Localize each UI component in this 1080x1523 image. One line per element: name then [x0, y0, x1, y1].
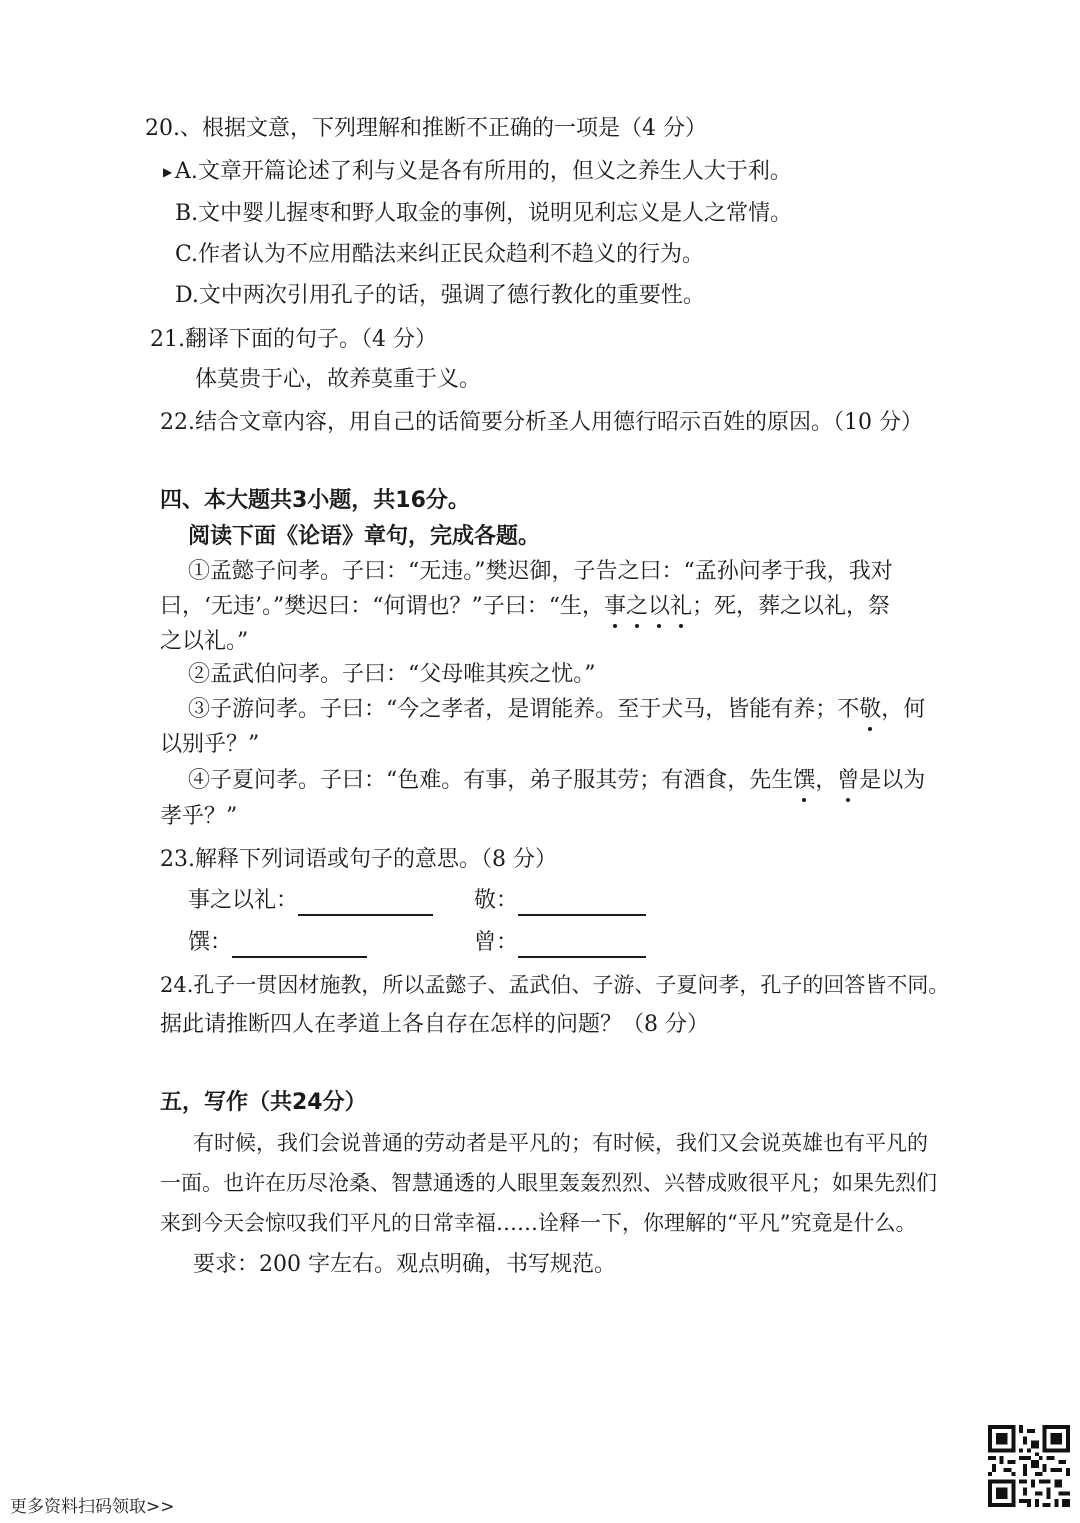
- analects-passage-3-line2: 以别乎？”: [160, 732, 260, 757]
- answer-blank[interactable]: [518, 932, 646, 958]
- q23-item-label: 敬：: [474, 888, 519, 913]
- q23-item-label: 曾：: [474, 930, 519, 955]
- analects-passage-1-line3: 之以礼。”: [160, 629, 249, 654]
- passage-3-text-b: ，何: [881, 697, 926, 722]
- essay-requirement: 要求：200 字左右。观点明确，书写规范。: [193, 1252, 616, 1277]
- essay-prompt-line2: 一面。也许在历尽沧桑、智慧通透的人眼里轰轰烈烈、兴替成败很平凡；如果先烈们: [160, 1171, 937, 1195]
- dotted-char: 曾: [837, 766, 859, 796]
- passage-1-text-b: ；死，葬之以礼，祭: [692, 594, 891, 619]
- dotted-char: 馔: [793, 766, 815, 796]
- q23-item-2: [474, 886, 646, 916]
- section4-instruction: 阅读下面《论语》章句，完成各题。: [188, 524, 541, 549]
- dotted-char: 以: [648, 592, 670, 622]
- qr-code-icon[interactable]: [988, 1425, 1070, 1507]
- dotted-char: 敬: [859, 695, 881, 725]
- q23-item-4: [474, 928, 646, 958]
- section5-heading: 五，写作（共24分）: [160, 1090, 367, 1115]
- analects-passage-4-line2: 孝乎？”: [160, 804, 238, 829]
- dotted-char: 之: [626, 592, 648, 622]
- q20-option-d: D.文中两次引用孔子的话，强调了德行教化的重要性。: [175, 283, 705, 308]
- q21-stem: 21.翻译下面的句子。（4 分）: [150, 327, 437, 352]
- margin-mark-icon: ▶: [163, 165, 173, 179]
- dotted-char: 礼: [670, 592, 692, 622]
- passage-4-text-a: ④子夏问孝。子曰：“色难。有事，弟子服其劳；有酒食，先生: [188, 768, 794, 793]
- q23-stem: 23.解释下列词语或句子的意思。（8 分）: [160, 847, 557, 872]
- essay-prompt-line3: 来到今天会惊叹我们平凡的日常幸福……诠释一下，你理解的“平凡”究竟是什么。: [160, 1211, 917, 1235]
- passage-1-text-a: 曰，‘无违’。”樊迟曰：“何谓也？”子曰：“生，: [160, 594, 604, 619]
- q20-option-b: B.文中婴儿握枣和野人取金的事例，说明见利忘义是人之常情。: [175, 201, 793, 226]
- q20-stem: 20.、根据文意，下列理解和推断不正确的一项是（4 分）: [145, 116, 707, 141]
- answer-blank[interactable]: [232, 932, 367, 958]
- dotted-char: 事: [604, 592, 626, 622]
- passage-3-text-a: ③子游问孝。子曰：“今之孝者，是谓能养。至于犬马，皆能有养；不: [188, 697, 860, 722]
- analects-passage-4-line1: [188, 766, 925, 796]
- q24-line2: 据此请推断四人在孝道上各自存在怎样的问题？（8 分）: [160, 1012, 709, 1037]
- analects-passage-1-line1: ①孟懿子问孝。子曰：“无违。”樊迟御，子告之曰：“孟孙问孝于我，我对: [188, 559, 893, 584]
- q23-item-1: [188, 886, 433, 916]
- q20-option-c: C.作者认为不应用酷法来纠正民众趋利不趋义的行为。: [175, 242, 705, 267]
- analects-passage-2: ②孟武伯问孝。子曰：“父母唯其疾之忧。”: [188, 662, 596, 687]
- q20-option-a: A.文章开篇论述了利与义是各有所用的，但义之养生人大于利。: [175, 159, 792, 184]
- q23-item-3: [188, 928, 367, 958]
- q21-sentence: 体莫贵于心，故养莫重于义。: [195, 367, 482, 392]
- q22-stem: 22.结合文章内容，用自己的话简要分析圣人用德行昭示百姓的原因。（10 分）: [160, 410, 923, 435]
- q23-item-label: 事之以礼：: [188, 888, 299, 913]
- analects-passage-3-line1: [188, 695, 925, 725]
- section4-heading: 四、本大题共3小题，共16分。: [160, 488, 470, 513]
- answer-blank[interactable]: [298, 890, 433, 916]
- passage-4-text-c: 是以为: [859, 768, 926, 793]
- q24-line1: 24.孔子一贯因材施教，所以孟懿子、孟武伯、子游、子夏问孝，孔子的回答皆不同。: [160, 973, 950, 997]
- passage-4-text-b: ，: [815, 768, 838, 793]
- answer-blank[interactable]: [518, 890, 646, 916]
- footer-promo-text: 更多资料扫码领取>>: [10, 1497, 175, 1517]
- q23-item-label: 馔：: [188, 930, 233, 955]
- essay-prompt-line1: 有时候，我们会说普通的劳动者是平凡的；有时候，我们又会说英雄也有平凡的: [193, 1131, 928, 1155]
- analects-passage-1-line2: [160, 592, 890, 622]
